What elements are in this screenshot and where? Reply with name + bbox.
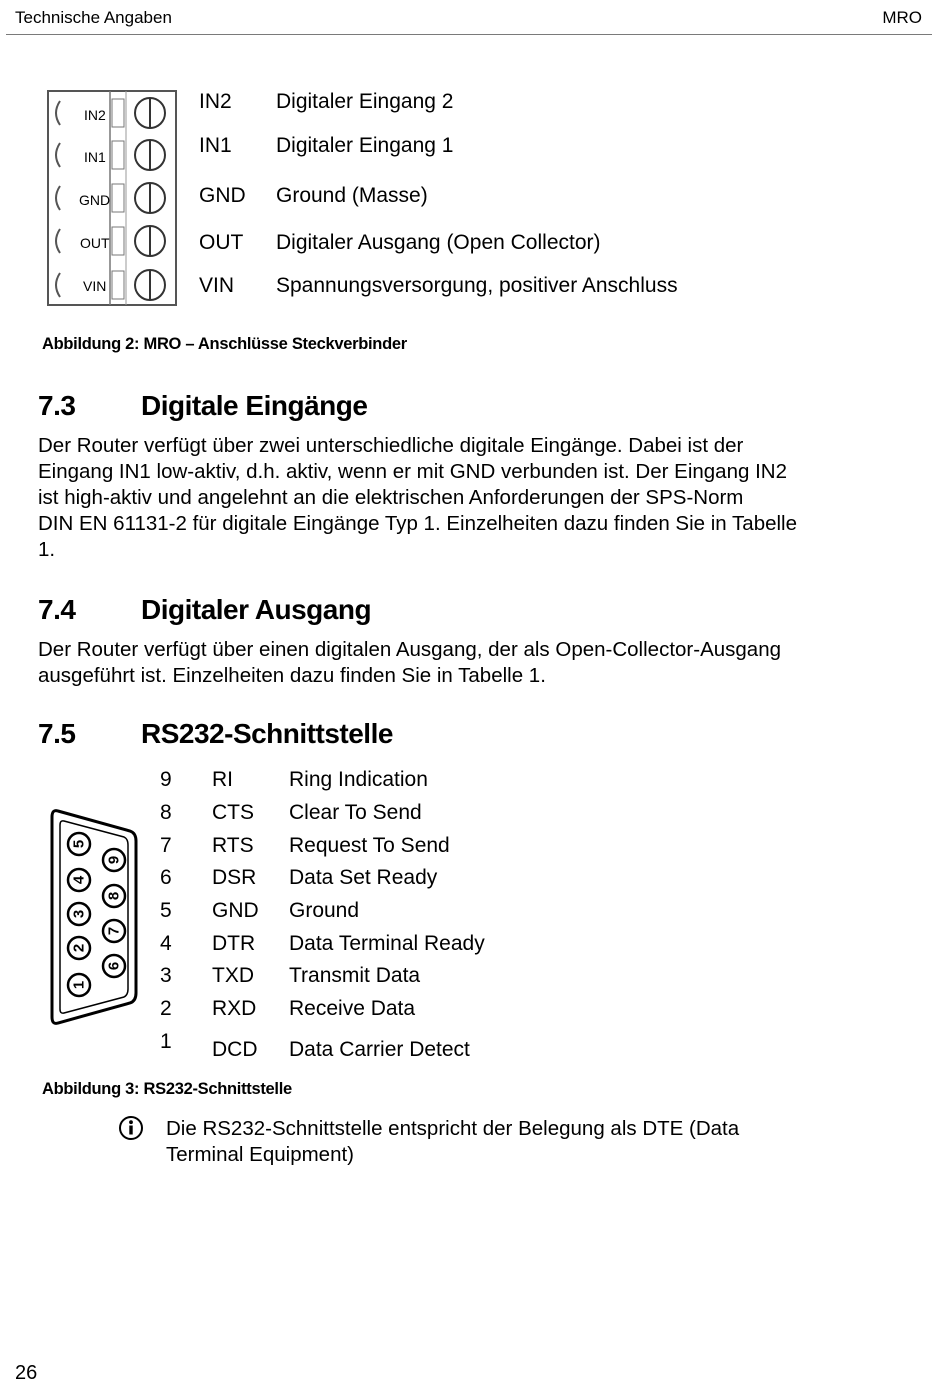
db9-pin-6 — [103, 955, 125, 977]
terminal-slot — [112, 184, 124, 212]
note-line: Die RS232-Schnittstelle entspricht der Belegung als DTE (Data — [166, 1117, 740, 1140]
signal-name: GND — [212, 899, 259, 922]
signal-description: Ring Indication — [289, 768, 428, 791]
db9-pin-1 — [68, 974, 90, 996]
db9-pin-7 — [103, 920, 125, 942]
figure-caption-rs232: Abbildung 3: RS232-Schnittstelle — [42, 1080, 292, 1098]
signal-description: Data Terminal Ready — [289, 932, 485, 955]
terminal-slot — [112, 141, 124, 169]
plate-label-gnd: GND — [79, 192, 111, 208]
signal-name: DTR — [212, 932, 256, 955]
db9-pin-label: 3 — [70, 909, 88, 919]
terminal-slot — [112, 227, 124, 255]
signal-name: CTS — [212, 801, 254, 824]
plate-label-in1: IN1 — [84, 149, 106, 165]
pin-number: 8 — [160, 801, 172, 824]
signal-description: Request To Send — [289, 834, 450, 857]
page-number: 26 — [15, 1362, 38, 1384]
pin-name: OUT — [199, 231, 244, 254]
pin-name: IN2 — [199, 90, 232, 113]
pin-number: 4 — [160, 932, 172, 955]
signal-name: RTS — [212, 834, 254, 857]
plate-label-in2: IN2 — [84, 107, 106, 123]
paragraph-line: Der Router verfügt über einen digitalen Ausgang, der als Open-Collector-Ausgang — [38, 638, 781, 661]
paragraph-line: Der Router verfügt über zwei unterschiedliche digitale Eingänge. Dabei ist der — [38, 434, 744, 457]
running-header-product: MRO — [882, 8, 922, 27]
pin-number: 1 — [160, 1030, 172, 1053]
db9-pin-label: 6 — [105, 961, 123, 971]
running-header-title: Technische Angaben — [15, 8, 172, 27]
signal-name: RI — [212, 768, 233, 791]
signal-description: Data Set Ready — [289, 866, 438, 889]
db9-pin-label: 8 — [105, 891, 123, 901]
signal-name: DSR — [212, 866, 257, 889]
signal-description: Transmit Data — [289, 964, 421, 987]
info-icon — [118, 1115, 144, 1141]
pin-description: Ground (Masse) — [276, 184, 428, 207]
signal-description: Clear To Send — [289, 801, 422, 824]
section-title: Digitale Eingänge — [141, 390, 368, 421]
db9-pin-5 — [68, 833, 90, 855]
pin-number: 2 — [160, 997, 172, 1020]
signal-description: Receive Data — [289, 997, 416, 1020]
paragraph-line: DIN EN 61131-2 für digitale Eingänge Typ 1. Einzelheiten dazu finden Sie in Tabelle — [38, 512, 798, 535]
pin-description: Digitaler Eingang 1 — [276, 134, 454, 157]
pin-number: 9 — [160, 768, 172, 791]
figure-caption-connector: Abbildung 2: MRO – Anschlüsse Steckverbinder — [42, 335, 407, 353]
db9-pin-label: 5 — [70, 839, 88, 849]
section-number: 7.4 — [38, 594, 76, 625]
pin-description: Spannungsversorgung, positiver Anschluss — [276, 274, 678, 297]
section-paragraph — [38, 433, 898, 563]
pin-description: Digitaler Ausgang (Open Collector) — [276, 231, 601, 254]
db9-pin-label: 1 — [70, 980, 88, 990]
db9-connector-diagram — [48, 803, 140, 1029]
signal-description: Data Carrier Detect — [289, 1038, 470, 1061]
pin-number: 7 — [160, 834, 172, 857]
paragraph-line: Eingang IN1 low-aktiv, d.h. aktiv, wenn er mit GND verbunden ist. Der Eingang IN2 — [38, 460, 787, 483]
db9-pin-label: 9 — [105, 855, 123, 865]
plate-label-vin: VIN — [83, 278, 107, 294]
section-title: Digitaler Ausgang — [141, 594, 372, 625]
db9-pin-label: 2 — [70, 943, 88, 953]
db9-pin-2 — [68, 937, 90, 959]
section-number: 7.3 — [38, 390, 76, 421]
paragraph-line: ist high-aktiv und angelehnt an die elektrischen Anforderungen der SPS-Norm — [38, 486, 744, 509]
section-number: 7.5 — [38, 718, 76, 749]
db9-pin-9 — [103, 849, 125, 871]
db9-pin-4 — [68, 869, 90, 891]
pin-number: 6 — [160, 866, 172, 889]
paragraph-line: 1. — [38, 538, 56, 561]
signal-name: RXD — [212, 997, 257, 1020]
paragraph-line: ausgeführt ist. Einzelheiten dazu finden Sie in Tabelle 1. — [38, 664, 546, 687]
terminal-slot — [112, 271, 124, 299]
db9-pin-label: 7 — [105, 926, 123, 936]
section-title: RS232-Schnittstelle — [141, 718, 393, 749]
db9-pin-label: 4 — [70, 875, 88, 885]
db9-pin-3 — [68, 903, 90, 925]
terminal-block-diagram — [46, 89, 180, 308]
pin-name: IN1 — [199, 134, 232, 157]
header-divider — [6, 34, 932, 35]
signal-name: TXD — [212, 964, 254, 987]
pin-description: Digitaler Eingang 2 — [276, 90, 454, 113]
info-note — [166, 1116, 886, 1168]
pin-number: 5 — [160, 899, 172, 922]
signal-description: Ground — [289, 899, 360, 922]
pin-name: VIN — [199, 274, 235, 297]
plate-label-out: OUT — [80, 235, 110, 251]
note-line: Terminal Equipment) — [166, 1143, 354, 1166]
pin-name: GND — [199, 184, 246, 207]
pin-number: 3 — [160, 964, 172, 987]
section-paragraph — [38, 637, 898, 689]
terminal-slot — [112, 99, 124, 127]
signal-name: DCD — [212, 1038, 258, 1061]
db9-pin-8 — [103, 885, 125, 907]
